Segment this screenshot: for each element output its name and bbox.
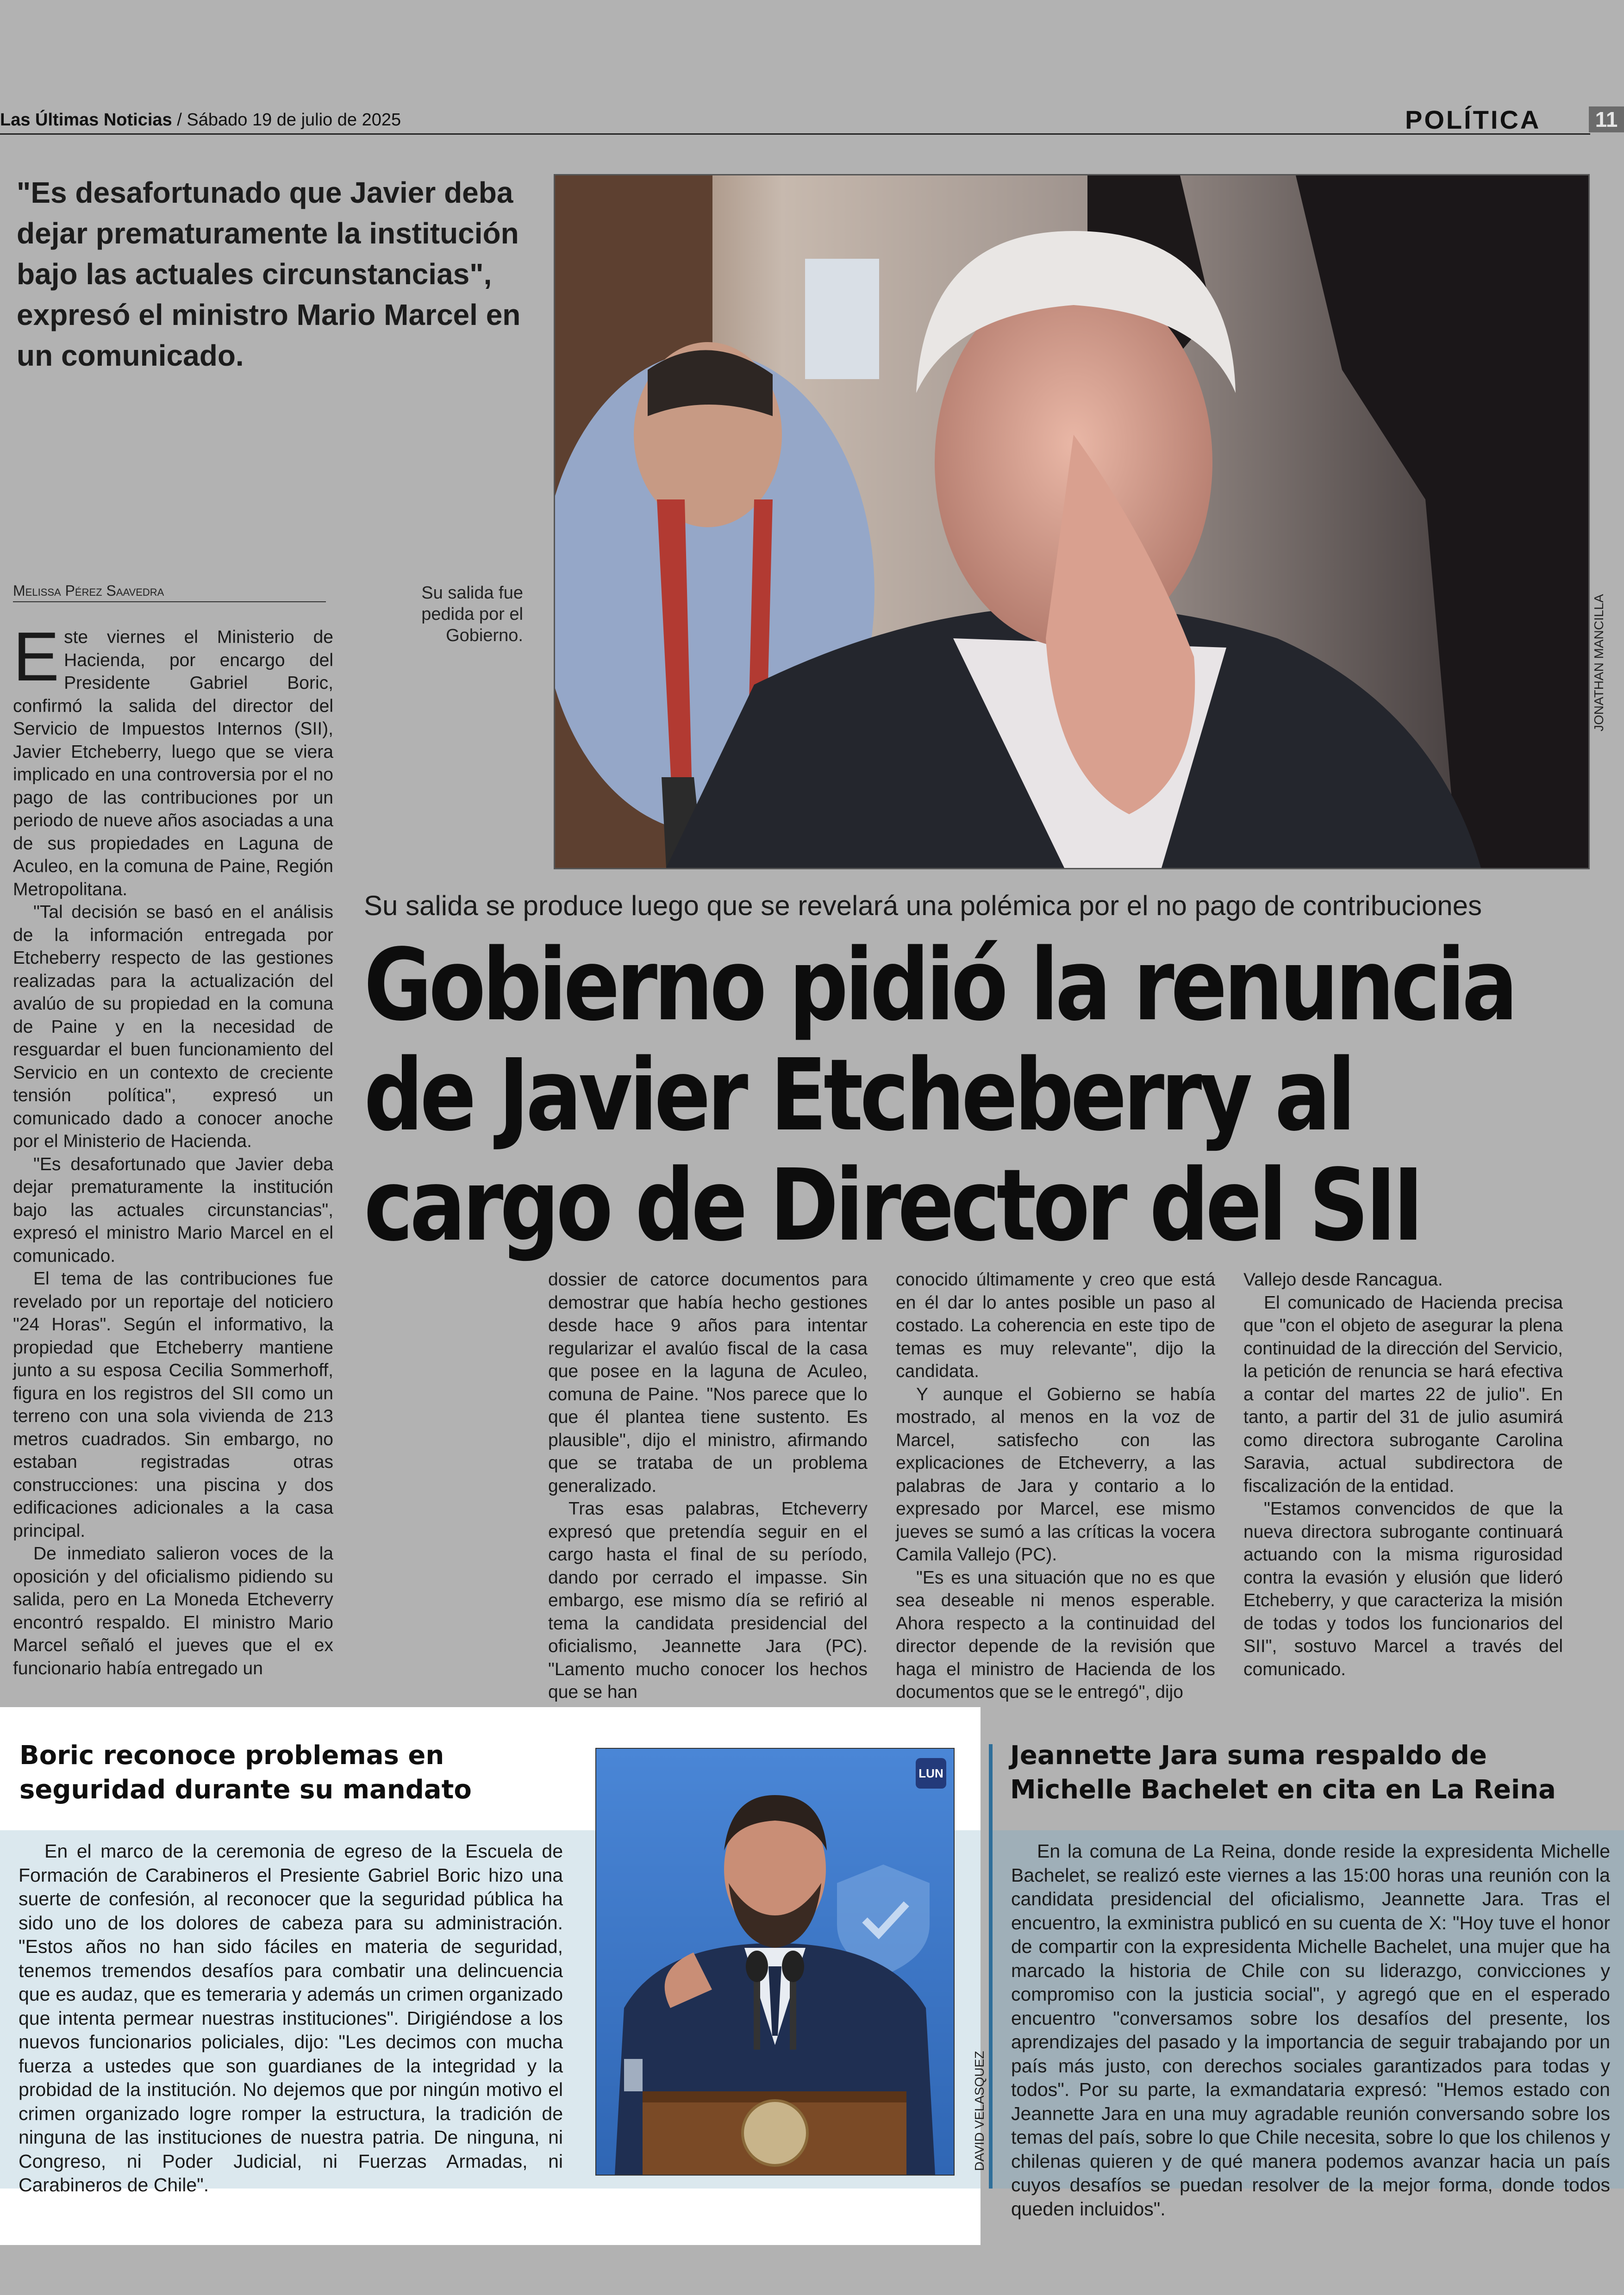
section-label: POLÍTICA [1405, 105, 1541, 134]
kicker: Su salida se produce luego que se revelará una polémica por el no pago de contribuciones [364, 890, 1482, 921]
article-paragraph: conocido últimamente y creo que está en él dar lo antes posible un paso al costado. La coherencia en este tipo de temas es muy relevante", dijo la candidata. [896, 1270, 1215, 1381]
photo-credit: JONATHAN MANCILLA [1592, 594, 1606, 731]
jara-accent-rule [989, 1744, 993, 2189]
headline [364, 928, 1515, 1263]
jara-headline-line: Jeannette Jara suma respaldo de [1010, 1740, 1487, 1771]
drop-cap: E [13, 617, 60, 695]
masthead-dateline [0, 110, 401, 130]
article-paragraph: El tema de las contribuciones fue revelado por un reportaje del noticiero "24 Horas". Según el informativo, la propiedad que Etcheberry mantiene junto a su esposa Cecilia Sommerhoff, figura en los registros del SII como un terreno con una sola vivienda de 213 metros cuadrados. Sin embargo, no estaban registradas otras construcciones: una piscina y dos edificaciones adicionales a la casa principal. [13, 1269, 333, 1541]
jara-body: En la comuna de La Reina, donde reside la expresidenta Michelle Bachelet, se realizó este viernes a las 15:00 horas una reunión con la candidata presidencial del oficialismo, Jeannette Jara. Tras el encuentro, la exministra publicó en su cuenta de X: "Hoy tuve el honor de compartir con la expresidenta Michelle Bachelet, una mujer que ha marcado la historia de Chile con su liderazgo, convicciones y compromiso con la justicia social", y agregó que en el esperado encuentro "conversamos sobre los desafíos del presente, los aprendizajes del pasado y la importancia de seguir trabajando por un país más justo, con derechos sociales garantizados para todas y todos". Por su parte, la exmandataria expresó: "Hemos estado con Jeannette Jara en una muy agradable reunión conversando sobre los temas del país, sobre lo que Chile necesita, sobre lo que los chilenos y chilenas quieren y de qué manera podemos avanzar hacia un país cuyos desafíos se puedan resolver de la mejor forma, donde todos queden incluidos". [1011, 1840, 1610, 2220]
jara-headline-line: Michelle Bachelet en cita en La Reina [1010, 1775, 1556, 1805]
main-photo [554, 174, 1590, 869]
boric-headline [19, 1739, 575, 1807]
photo-caption: Su salida fue pedida por el Gobierno. [421, 583, 523, 645]
byline: Melissa Pérez Saavedra [13, 582, 326, 602]
article-paragraph: De inmediato salieron voces de la oposición y del oficialismo pidiendo su salida, pero en La Moneda Etcheverry encontró respaldo. El ministro Mario Marcel señaló el jueves que el ex funcionario había entregado un [13, 1544, 333, 1678]
lun-logo: LUN [918, 1766, 943, 1780]
pull-quote: "Es desafortunado que Javier deba dejar prematuramente la institución bajo las actuales circunstancias", expresó el ministro Mario Marcel en un comunicado. [17, 176, 521, 372]
boric-photo-credit: DAVID VELASQUEZ [972, 2051, 987, 2171]
boric-photo [595, 1748, 955, 2176]
article-paragraph: "Estamos convencidos de que la nueva directora subrogante continuará actuando con la misma rigurosidad contra la evasión y elusión que lideró Etcheberry, y que caracteriza la misión de todas y todos los funcionarios del SII", sostuvo Marcel a través del comunicado. [1243, 1499, 1563, 1679]
article-paragraph: dossier de catorce documentos para demostrar que había hecho gestiones desde hace 9 años para intentar regularizar el avalúo fiscal de la casa que posee en la laguna de Aculeo, comuna de Paine. "Nos parece que lo que él plantea tiene sustento. Es plausible", dijo el ministro, afirmando que se trataba de un problema generalizado. [548, 1270, 868, 1496]
article-paragraph: Y aunque el Gobierno se había mostrado, al menos en la voz de Marcel, satisfecho con las explicaciones de Etcheverry, a las palabras de Jara y contario a lo expresado por Marcel, ese mismo jueves se sumó a las críticas la vocera Camila Vallejo (PC). [896, 1384, 1215, 1565]
headline-line: de Javier Etcheberry al [364, 1038, 1353, 1153]
article-paragraph: El comunicado de Hacienda precisa que "con el objeto de asegurar la plena continuidad de la dirección del Servicio, la petición de renuncia se hará efectiva a contar del martes 22 de julio". En tanto, a partir del 31 de julio asumirá como directora subrogante Carolina Saravia, actual subdirectora de fiscalización de la entidad. [1243, 1292, 1563, 1496]
article-column-2 [548, 1268, 868, 1704]
article-paragraph: "Es desafortunado que Javier deba dejar prematuramente la institución bajo las actuales circunstancias", expresó el ministro Mario Marcel en el comunicado. [13, 1154, 333, 1266]
boric-headline-line: Boric reconoce problemas en [19, 1740, 444, 1771]
article-paragraph: Vallejo desde Rancagua. [1243, 1270, 1443, 1290]
article-column-3 [896, 1268, 1215, 1704]
article-paragraph: Este viernes el Ministerio de Hacienda, por encargo del Presidente Gabriel Boric, confirmó la salida del director del Servicio de Impuestos Internos (SII), Javier Etcheberry, luego que se viera implicado en una controversia por el no pago de las contribuciones por un periodo de nueve años asociadas a una de sus propiedades en Laguna de Aculeo, en la comuna de Paine, Región Metropolitana. [13, 617, 333, 899]
headline-line: cargo de Director del SII [364, 1148, 1421, 1263]
main-photo-image [555, 175, 1588, 868]
jara-headline [1010, 1739, 1612, 1807]
article-paragraph: "Es es una situación que no es que sea deseable ni menos esperable. Ahora respecto a la continuidad del director depende de la revisión que haga el ministro de Hacienda de los documentos que se le entregó", dijo [896, 1567, 1215, 1702]
article-paragraph: "Tal decisión se basó en el análisis de la información entregada por Etcheberry respecto de las gestiones realizadas para la actualización del avalúo de su propiedad en la comuna de Paine y en la necesidad de resguardar el buen funcionamiento del Servicio en un contexto de creciente tensión política", expresó un comunicado dado a conocer anoche por el Ministerio de Hacienda. [13, 902, 333, 1151]
article-column-1 [13, 617, 333, 1680]
issue-date: Sábado 19 de julio de 2025 [187, 110, 401, 130]
boric-body: En el marco de la ceremonia de egreso de la Escuela de Formación de Carabineros el Presiente Gabriel Boric hizo una suerte de confesión, al reconocer que la seguridad pública ha sido uno de los dolores de cabeza para su administración. "Estos años no han sido fáciles en materia de seguridad, tenemos tremendos desafíos para combatir una delincuencia que es audaz, que es temeraria y además un crimen organizado que intenta permear nuestras instituciones". Dirigiéndose a los nuevos funcionarios policiales, dijo: "Les decimos con mucha fuerza a ustedes que son guardianes de la integridad y la probidad de la institución. No dejemos que por ningún motivo el crimen organizado logre romper la estructura, la tradición de ninguna de las instituciones de nuestra patria. De ninguna, ni Congreso, ni Poder Judicial, ni Fuerzas Armadas, ni Carabineros de Chile". [19, 1840, 563, 2195]
boric-photo-image [596, 1749, 954, 2175]
article-column-4 [1243, 1268, 1563, 1681]
page-number: 11 [1589, 106, 1624, 132]
newspaper-name: Las Últimas Noticias [0, 110, 172, 130]
boric-headline-line: seguridad durante su mandato [19, 1775, 472, 1805]
headline-line: Gobierno pidió la renuncia [364, 928, 1515, 1043]
article-paragraph: Tras esas palabras, Etcheverry expresó que pretendía seguir en el cargo hasta el final de su período, dando por cerrado el impasse. Sin embargo, ese mismo día se refirió al tema la candidata presidencial del oficialismo, Jeannette Jara (PC). "Lamento mucho conocer los hechos que se han [548, 1499, 868, 1702]
masthead-rule [0, 133, 1590, 135]
masthead-separator: / [177, 110, 182, 130]
